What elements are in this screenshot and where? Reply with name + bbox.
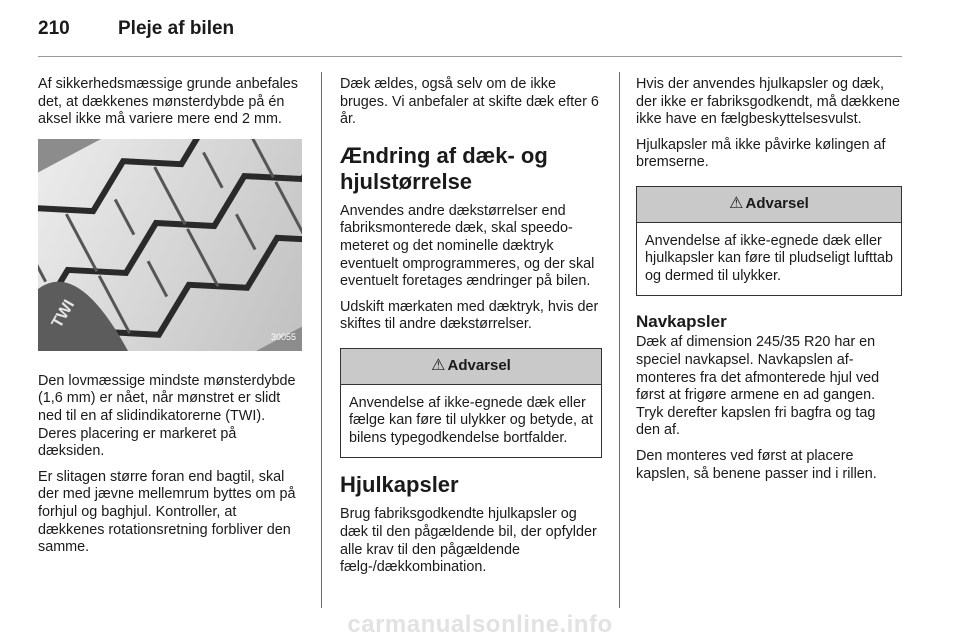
watermark: carmanualsonline.info <box>347 611 613 638</box>
paragraph: Hvis der anvendes hjulkapsler og dæk, der ikke er fabriksgodkendt, må dækkene ikke have en fælgbeskyttelsesvulst. <box>636 76 900 128</box>
warning-title: Advarsel <box>745 194 809 212</box>
paragraph: Er slitagen større foran end bagtil, skal der med jævne mellemrum byttes om på forhjul og baghjul. Kontroller, at dækkenes rotationsretning forbliver den samme. <box>38 468 296 556</box>
warning-body <box>637 223 901 296</box>
warning-icon: ⚠ <box>729 194 744 212</box>
column-3 <box>636 76 902 491</box>
warning-icon: ⚠ <box>431 356 446 374</box>
section-heading: Ændring af dæk- og hjulstørrelse <box>340 142 548 194</box>
column-divider <box>321 72 322 608</box>
paragraph: Dæk af dimension 245/35 R20 har en speciel navkapsel. Navkapslen afmonteres fra det afmonterede hjul ved først at frigøre armene en ad gangen. Tryk derefter kapslen fri bagfra og tag den af. <box>636 334 880 439</box>
warning-body <box>341 385 601 458</box>
header-rule <box>38 56 902 57</box>
column-1 <box>38 76 304 565</box>
column-divider <box>619 72 620 608</box>
warning-box <box>340 348 602 458</box>
paragraph: Udskift mærkaten med dæktryk, hvis der skiftes til andre dækstørrelser. <box>340 298 599 333</box>
warning-header <box>637 187 901 223</box>
tire-tread-image <box>38 139 302 351</box>
paragraph: Hjulkapsler må ikke påvirke kølingen af bremserne. <box>636 136 886 171</box>
paragraph: Dæk ældes, også selv om de ikke bruges. Vi anbefaler at skifte dæk efter 6 år. <box>340 76 599 128</box>
warning-text: Anvendelse af ikke-egnede dæk eller fælge kan føre til ulykker og betyde, at bilens typegodkendelse bortfalder. <box>349 394 593 446</box>
paragraph: Den monteres ved først at placere kapslen, så benene passer ind i rillen. <box>636 447 877 482</box>
figure-id: 30055 <box>270 332 296 343</box>
warning-title: Advarsel <box>447 356 511 374</box>
subsection-heading: Navkapsler <box>636 312 727 332</box>
twi-label: TWI <box>48 296 79 331</box>
warning-text: Anvendelse af ikke-egnede dæk eller hjulkapsler kan føre til pludseligt lufttab og dermed til ulykker. <box>645 232 893 284</box>
column-2 <box>340 76 602 585</box>
paragraph: Anvendes andre dækstørrelser end fabriksmonterede dæk, skal speedometeret og det nominelle dæktryk eventuelt omprogrammeres, og der skal eventuelt foretages ændringer på bilen. <box>340 202 595 290</box>
warning-box <box>636 186 902 296</box>
page-number: 210 <box>38 18 70 39</box>
paragraph: Brug fabriksgodkendte hjulkapsler og dæk til den pågældende bil, der opfylder alle krav til den pågældende fælg-/dækkombination. <box>340 506 597 576</box>
section-heading: Hjulkapsler <box>340 472 459 498</box>
paragraph: Af sikkerhedsmæssige grunde anbefales det, at dækkenes mønsterdybde på én aksel ikke må variere mere end 2 mm. <box>38 76 298 128</box>
page-title: Pleje af bilen <box>118 18 235 39</box>
paragraph: Den lovmæssige mindste mønsterdybde (1,6 mm) er nået, når mønstret er slidt ned til en af slidindikatorerne (TWI). Deres placering er markeret på dæksiden. <box>38 372 296 460</box>
page-header <box>38 18 234 48</box>
tire-tread-illustration <box>38 139 302 351</box>
warning-header <box>341 349 601 385</box>
